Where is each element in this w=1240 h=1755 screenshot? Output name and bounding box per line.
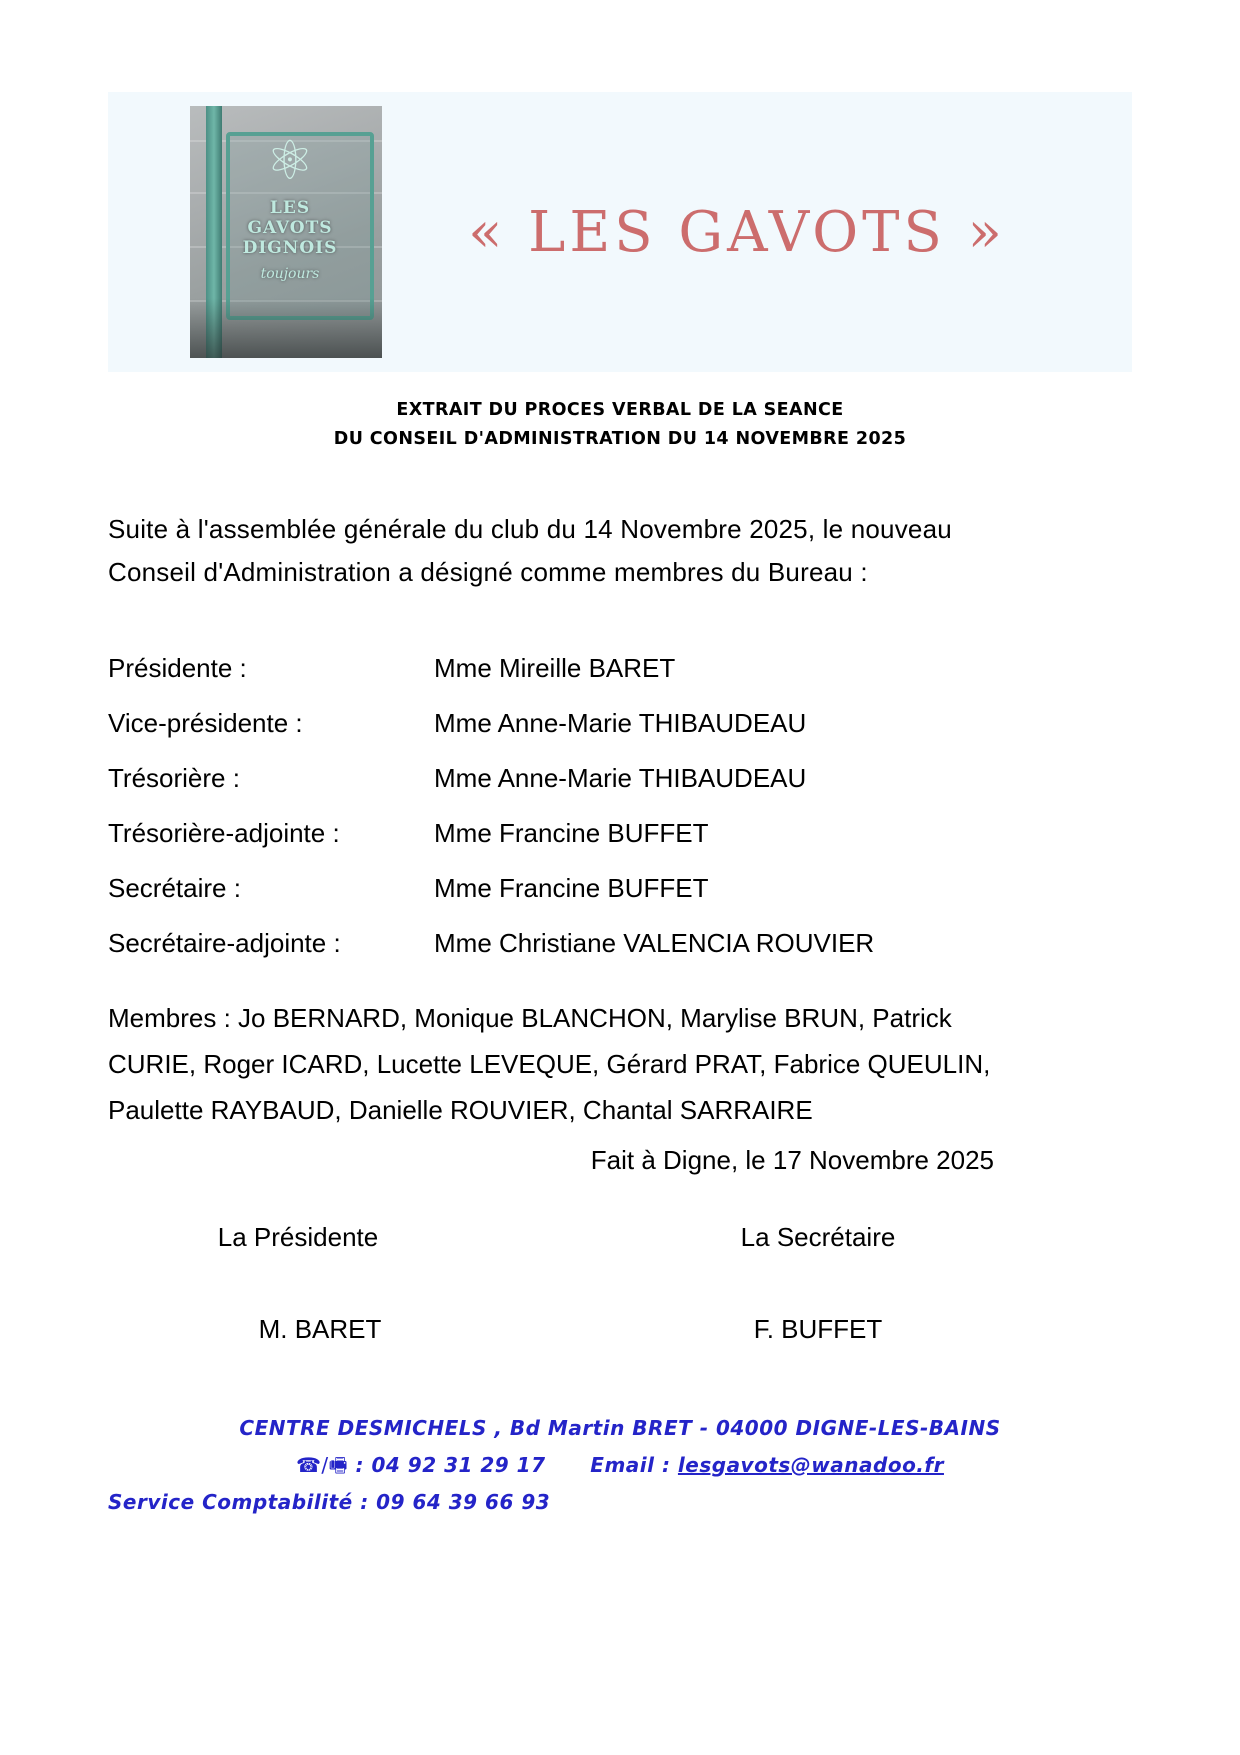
signature-name-president: M. BARET bbox=[258, 1314, 382, 1344]
rooster-icon: ⚛ bbox=[265, 131, 315, 191]
role-value: Mme Mireille BARET bbox=[434, 653, 676, 683]
role-label: Présidente : bbox=[108, 653, 247, 683]
footer-email-label: Email : bbox=[590, 1453, 671, 1477]
role-label: Trésorière : bbox=[108, 763, 240, 793]
role-value: Mme Anne-Marie THIBAUDEAU bbox=[434, 763, 807, 793]
role-label: Trésorière-adjointe : bbox=[108, 818, 340, 848]
header-banner bbox=[108, 92, 1132, 372]
footer-phone-line bbox=[0, 1447, 1240, 1484]
role-row bbox=[108, 818, 1108, 873]
footer-email-link[interactable]: lesgavots@wanadoo.fr bbox=[677, 1453, 944, 1477]
members-paragraph: Membres : Jo BERNARD, Monique BLANCHON, Marylise BRUN, Patrick CURIE, Roger ICARD, Lucette LEVEQUE, Gérard PRAT, Fabrice QUEULIN, Paulette RAYBAUD, Danielle ROUVIER, Chantal SARRAIRE bbox=[108, 1003, 991, 1125]
phone-fax-icon: ☎/🖷 bbox=[296, 1453, 349, 1477]
club-title: « LES GAVOTS » bbox=[468, 199, 1006, 265]
sign-text: LES GAVOTS DIGNOIS bbox=[242, 198, 338, 258]
subtitle-line-2: DU CONSEIL D'ADMINISTRATION DU 14 NOVEMBRE 2025 bbox=[333, 429, 907, 449]
signature-block bbox=[108, 1222, 1008, 1344]
bureau-roles-list bbox=[108, 653, 1108, 983]
subtitle-line-1: EXTRAIT DU PROCES VERBAL DE LA SEANCE bbox=[396, 400, 844, 420]
role-value: Mme Francine BUFFET bbox=[434, 873, 709, 903]
footer-address: CENTRE DESMICHELS , Bd Martin BRET - 04000 DIGNE-LES-BAINS bbox=[239, 1416, 1001, 1440]
role-row bbox=[108, 873, 1108, 928]
role-row bbox=[108, 653, 1108, 708]
footer-contact bbox=[0, 1410, 1240, 1521]
footer-accounting: Service Comptabilité : 09 64 39 66 93 bbox=[108, 1490, 551, 1514]
footer-phone: : 04 92 31 29 17 bbox=[355, 1453, 546, 1477]
role-row bbox=[108, 763, 1108, 818]
place-and-date: Fait à Digne, le 17 Novembre 2025 bbox=[590, 1145, 994, 1175]
signature-title-president: La Présidente bbox=[217, 1222, 379, 1252]
document-subtitle bbox=[0, 396, 1240, 454]
photo-shadow bbox=[190, 298, 382, 358]
signature-title-secretary: La Secrétaire bbox=[740, 1222, 896, 1252]
role-label: Secrétaire-adjointe : bbox=[108, 928, 341, 958]
signature-name-secretary: F. BUFFET bbox=[753, 1314, 883, 1344]
role-value: Mme Francine BUFFET bbox=[434, 818, 709, 848]
role-label: Vice-présidente : bbox=[108, 708, 303, 738]
sign-subtext: toujours bbox=[260, 266, 320, 282]
role-value: Mme Christiane VALENCIA ROUVIER bbox=[434, 928, 875, 958]
role-row bbox=[108, 708, 1108, 763]
role-value: Mme Anne-Marie THIBAUDEAU bbox=[434, 708, 807, 738]
club-sign-photo bbox=[190, 106, 382, 358]
intro-paragraph: Suite à l'assemblée générale du club du 14 Novembre 2025, le nouveau Conseil d'Administration a désigné comme membres du Bureau : bbox=[108, 514, 952, 587]
role-label: Secrétaire : bbox=[108, 873, 241, 903]
role-row bbox=[108, 928, 1108, 983]
